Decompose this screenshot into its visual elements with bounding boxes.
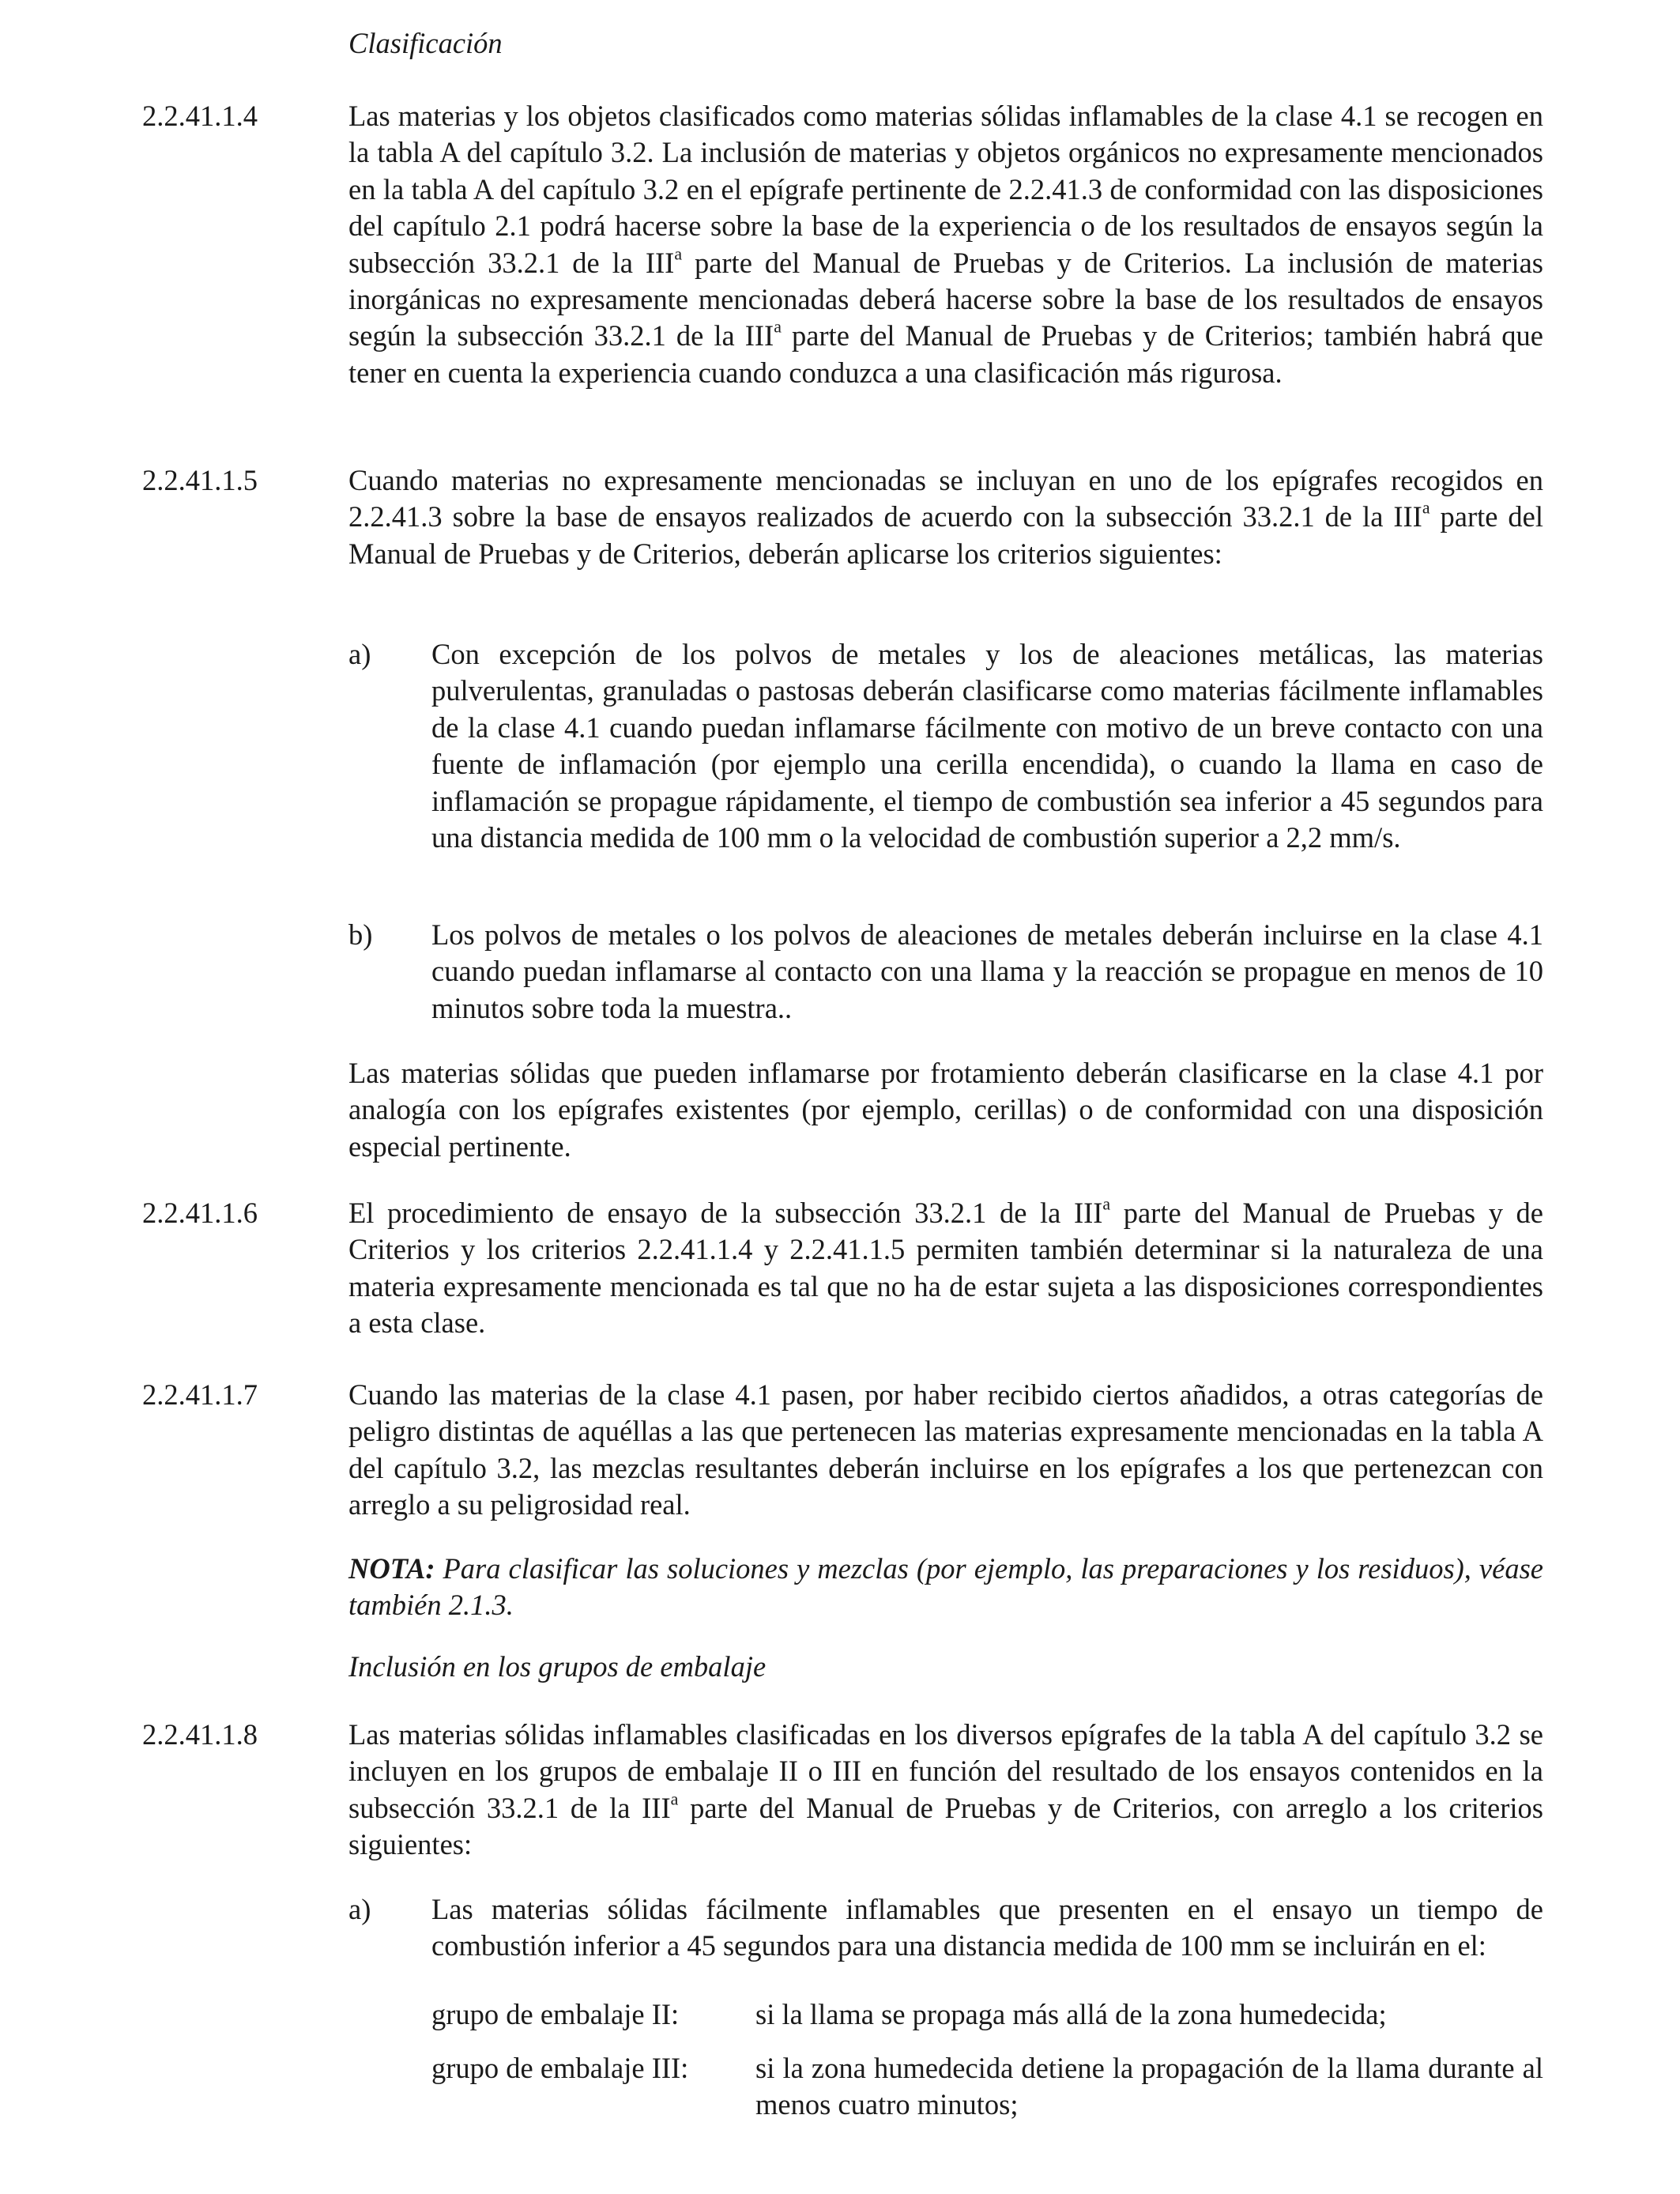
- packing-group-iii-label: grupo de embalaje III:: [431, 2052, 689, 2084]
- paragraph-2-2-41-1-5: Cuando materias no expresamente mencionadas se incluyan en uno de los epígrafes recogidos en 2.2.41.3 sobre la base de ensayos realizados de acuerdo con la subsección 33.2.1 de la III$^a$ parte del Manual de Pruebas y de Criterios, deberán aplicarse los criterios siguientes:: [348, 464, 1543, 570]
- paragraph-number: 2.2.41.1.5: [142, 464, 258, 496]
- list-item-b: Los polvos de metales o los polvos de aleaciones de metales deberán incluirse en la clase 4.1 cuando puedan inflamarse al contacto con una llama y la reacción se propague en menos de 10 minutos sobre toda la muestra..: [431, 918, 1543, 1024]
- note-label: NOTA:: [348, 1552, 435, 1585]
- packing-group-iii-text: si la zona humedecida detiene la propagación de la llama durante al menos cuatro minutos;: [755, 2052, 1543, 2121]
- paragraph-2-2-41-1-7: Cuando las materias de la clase 4.1 pasen, por haber recibido ciertos añadidos, a otras categorías de peligro distintas de aquéllas a las que pertenecen las materias expresamente mencionadas en la tabla A del capítulo 3.2, las mezclas resultantes deberán incluirse en los epígrafes a los que pertenezcan con arreglo a su peligrosidad real.: [348, 1378, 1543, 1521]
- section-heading-inclusion: Inclusión en los grupos de embalaje: [348, 1650, 767, 1683]
- paragraph-2-2-41-1-6: El procedimiento de ensayo de la subsección 33.2.1 de la III$^a$ parte del Manual de Pruebas y de Criterios y los criterios 2.2.41.1.4 y 2.2.41.1.5 permiten también determinar si la naturaleza de una materia expresamente mencionada es tal que no ha de estar sujeta a las disposiciones correspondientes a esta clase.: [348, 1193, 1543, 1340]
- paragraph-number: 2.2.41.1.8: [142, 1718, 258, 1751]
- list-label-a: a): [348, 638, 371, 670]
- packing-group-ii-label: grupo de embalaje II:: [431, 1998, 680, 2030]
- list-label-b: b): [348, 918, 373, 951]
- note: NOTA: Para clasificar las soluciones y mezclas (por ejemplo, las preparaciones y los residuos), véase también 2.1.3.: [348, 1552, 1543, 1622]
- paragraph-2-2-41-1-4: Las materias y los objetos clasificados como materias sólidas inflamables de la clase 4.1 se recogen en la tabla A del capítulo 3.2. La inclusión de materias y objetos orgánicos no expresamente mencionados en la tabla A del capítulo 3.2 en el epígrafe pertinente de 2.2.41.3 de conformidad con las disposiciones del capítulo 2.1 podrá hacerse sobre la base de la experiencia o de los resultados de ensayos según la subsección 33.2.1 de la III$^a$ parte del Manual de Pruebas y de Criterios. La inclusión de materias inorgánicas no expresamente mencionadas deberá hacerse sobre la base de los resultados de ensayos según la subsección 33.2.1 de la III$^a$ parte del Manual de Pruebas y de Criterios; también habrá que tener en cuenta la experiencia cuando conduzca a una clasificación más rigurosa.: [348, 100, 1543, 389]
- paragraph-number: 2.2.41.1.7: [142, 1378, 258, 1411]
- section-heading-clasificacion: Clasificación: [348, 27, 503, 59]
- list-label-a: a): [348, 1893, 371, 1925]
- paragraph-2-2-41-1-8: Las materias sólidas inflamables clasificadas en los diversos epígrafes de la tabla A del capítulo 3.2 se incluyen en los grupos de embalaje II o III en función del resultado de los ensayos contenidos en la subsección 33.2.1 de la III$^a$ parte del Manual de Pruebas y de Criterios, con arreglo a los criterios siguientes:: [348, 1718, 1543, 1861]
- paragraph-number: 2.2.41.1.6: [142, 1197, 258, 1229]
- list-item-a: Las materias sólidas fácilmente inflamables que presenten en el ensayo un tiempo de combustión inferior a 45 segundos para una distancia medida de 100 mm se incluirán en el:: [431, 1893, 1543, 1962]
- paragraph-frotamiento: Las materias sólidas que pueden inflamarse por frotamiento deberán clasificarse en la clase 4.1 por analogía con los epígrafes existentes (por ejemplo, cerillas) o de conformidad con una disposición especial pertinente.: [348, 1057, 1543, 1163]
- paragraph-number: 2.2.41.1.4: [142, 100, 258, 132]
- packing-group-ii-text: si la llama se propaga más allá de la zona humedecida;: [755, 1998, 1387, 2030]
- list-item-a: Con excepción de los polvos de metales y los de aleaciones metálicas, las materias pulverulentas, granuladas o pastosas deberán clasificarse como materias fácilmente inflamables de la clase 4.1 cuando puedan inflamarse fácilmente con motivo de un breve contacto con una fuente de inflamación (por ejemplo una cerilla encendida), o cuando la llama en caso de inflamación se propague rápidamente, el tiempo de combustión sea inferior a 45 segundos para una distancia medida de 100 mm o la velocidad de combustión superior a 2,2 mm/s.: [431, 638, 1543, 854]
